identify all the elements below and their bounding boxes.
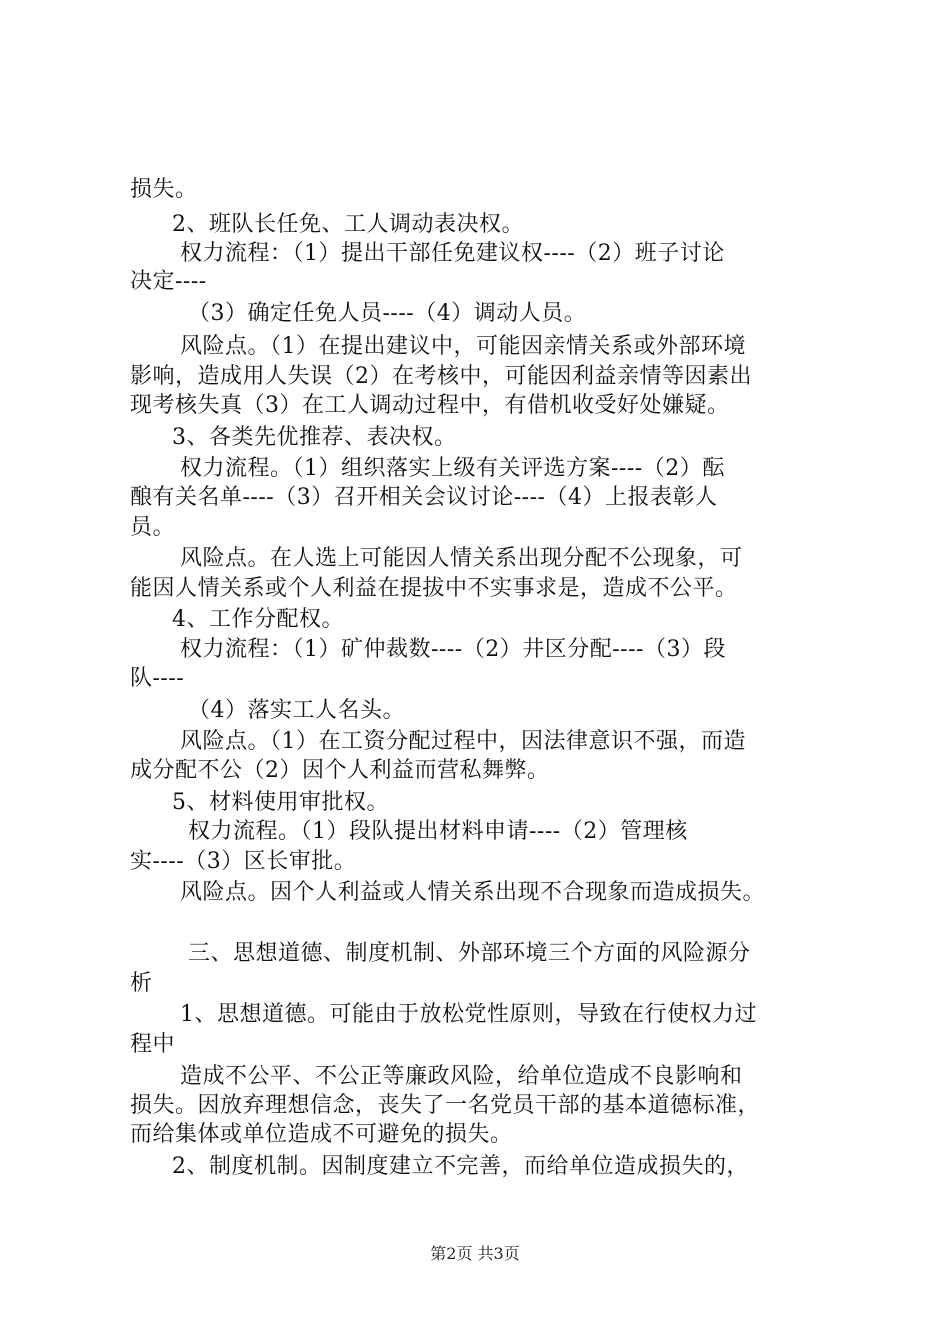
text-line: 风险点。（1）在提出建议中，可能因亲情关系或外部环境 <box>180 334 746 359</box>
text-line: 影响，造成用人失误（2）在考核中，可能因利益亲情等因素出 <box>130 364 752 389</box>
text-line: 能因人情关系或个人利益在提拔中不实事求是，造成不公平。 <box>130 576 738 601</box>
text-line: 实----（3）区长审批。 <box>130 849 357 874</box>
text-line: 权力流程：（1）提出干部任免建议权----（2）班子讨论 <box>180 241 725 266</box>
text-line: 权力流程。（1）组织落实上级有关评选方案----（2）酝 <box>180 456 725 481</box>
text-line: 现考核失真（3）在工人调动过程中，有借机收受好处嫌疑。 <box>130 393 730 418</box>
text-line: 风险点。在人选上可能因人情关系出现分配不公现象，可 <box>180 546 743 571</box>
text-line: （3）确定任免人员----（4）调动人员。 <box>188 301 587 326</box>
text-line: 3、各类先优推荐、表决权。 <box>172 425 457 450</box>
text-line: 队---- <box>130 666 185 691</box>
page-footer <box>0 1244 950 1264</box>
text-line: 三、思想道德、制度机制、外部环境三个方面的风险源分 <box>188 941 751 966</box>
text-line: 5、材料使用审批权。 <box>172 790 389 815</box>
text-line: 2、制度机制。因制度建立不完善，而给单位造成损失的， <box>172 1154 749 1179</box>
text-line: 程中 <box>130 1032 176 1057</box>
text-line: 损失。 <box>130 177 198 202</box>
page-number-label: 第2页 共3页 <box>430 1244 520 1263</box>
text-line: 酿有关名单----（3）召开相关会议讨论----（4）上报表彰人 <box>130 485 718 510</box>
text-line: 而给集体或单位造成不可避免的损失。 <box>130 1122 513 1147</box>
text-line: 造成不公平、不公正等廉政风险，给单位造成不良影响和 <box>180 1064 743 1089</box>
text-line: 1、思想道德。可能由于放松党性原则，导致在行使权力过 <box>180 1002 757 1027</box>
text-line: 损失。因放弃理想信念，丧失了一名党员干部的基本道德标准， <box>130 1093 761 1118</box>
text-line: 4、工作分配权。 <box>172 607 344 632</box>
text-line: 析 <box>130 971 153 996</box>
text-line: 员。 <box>130 515 176 540</box>
text-line: 权力流程。（1）段队提出材料申请----（2）管理核 <box>188 819 688 844</box>
text-line: 决定---- <box>130 269 207 294</box>
text-line: （4）落实工人名头。 <box>188 698 405 723</box>
text-line: 风险点。（1）在工资分配过程中，因法律意识不强，而造 <box>180 729 746 754</box>
text-line: 权力流程：（1）矿仲裁数----（2）井区分配----（3）段 <box>180 637 726 662</box>
text-line: 风险点。因个人利益或人情关系出现不合现象而造成损失。 <box>180 880 766 905</box>
text-line: 2、班队长任免、工人调动表决权。 <box>172 212 524 237</box>
text-line: 成分配不公（2）因个人利益而营私舞弊。 <box>130 758 550 783</box>
